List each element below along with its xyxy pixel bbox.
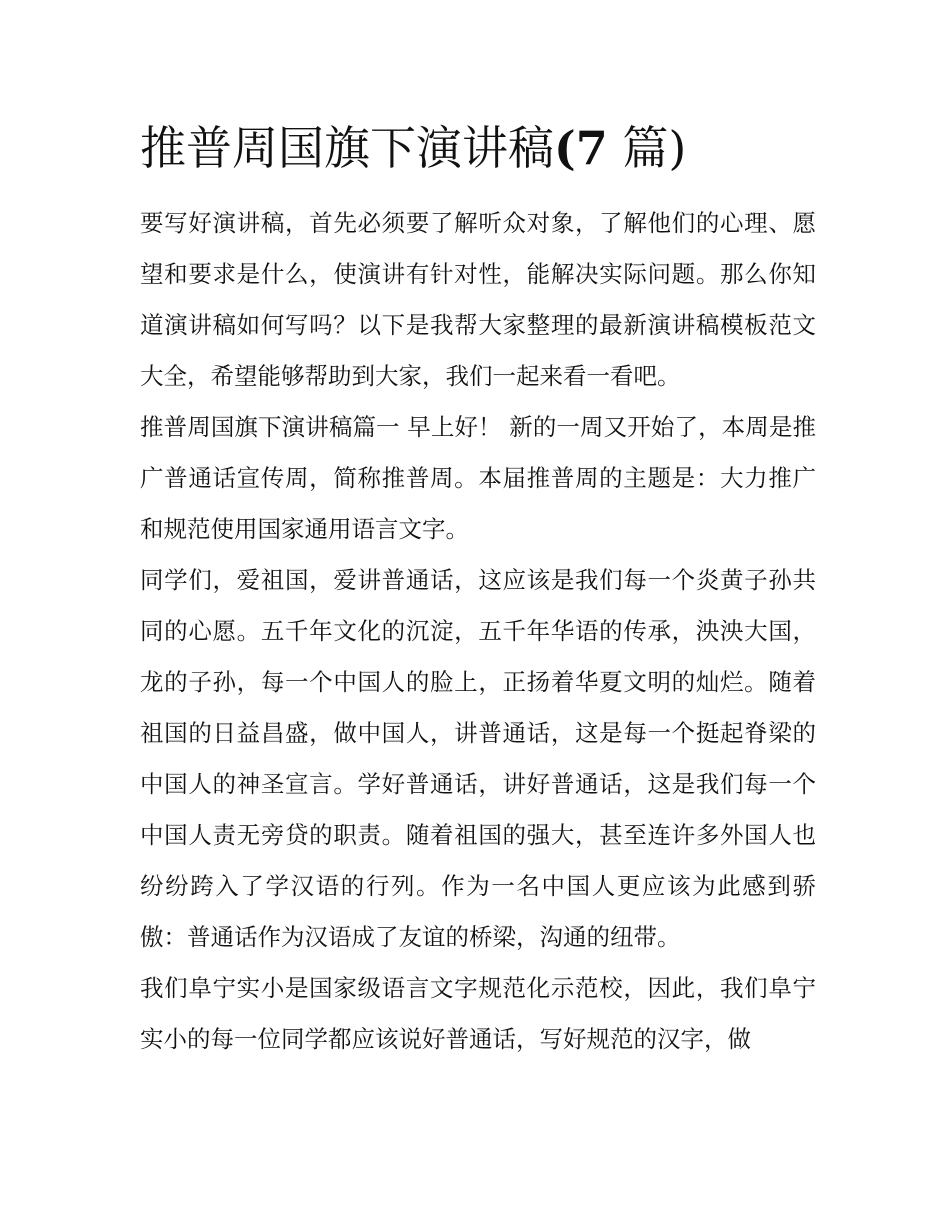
title-text: 推普周国旗下演讲稿 [140,121,554,175]
document-title [140,118,820,178]
paragraph-speech-opening: 推普周国旗下演讲稿篇一 早上好！ 新的一周又开始了，本周是推广普通话宣传周，简称推普周。本届推普周的主题是：大力推广和规范使用国家通用语言文字。 [140,413,816,543]
title-count: (7 [554,121,608,175]
paragraph-intro: 要写好演讲稿，首先必须要了解听众对象，了解他们的心理、愿望和要求是什么，使演讲有针对性，能解决实际问题。那么你知道演讲稿如何写吗？以下是我帮大家整理的最新演讲稿模板范文大全，希望能够帮助到大家，我们一起来看一看吧。 [140,209,816,390]
title-suffix: 篇) [607,121,687,175]
document-body [140,198,816,1065]
paragraph-love-mandarin: 同学们，爱祖国，爱讲普通话，这应该是我们每一个炎黄子孙共同的心愿。五千年文化的沉淀，五千年华语的传承，泱泱大国，龙的子孙，每一个中国人的脸上，正扬着华夏文明的灿烂。随着祖国的日益昌盛，做中国人，讲普通话，这是每一个挺起脊梁的中国人的神圣宣言。学好普通话，讲好普通话，这是我们每一个中国人责无旁贷的职责。随着祖国的强大，甚至连许多外国人也纷纷跨入了学汉语的行列。作为一名中国人更应该为此感到骄傲：普通话作为汉语成了友谊的桥梁，沟通的纽带。 [140,566,816,951]
paragraph-school: 我们阜宁实小是国家级语言文字规范化示范校，因此，我们阜宁实小的每一位同学都应该说好普通话，写好规范的汉字，做 [140,974,816,1053]
